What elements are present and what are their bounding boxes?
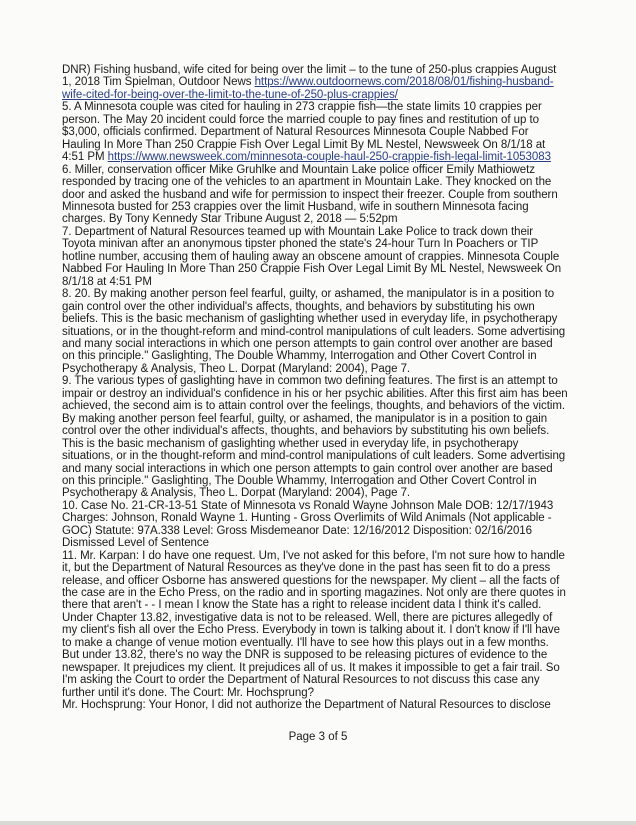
footnote-6: [62, 164, 568, 226]
transcript-line: [62, 699, 568, 711]
footnote-5: [62, 101, 568, 163]
paragraph-text: Mr. Hochsprung: Your Honor, I did not authorize the Department of Natural Resources to disclose: [62, 699, 551, 712]
scan-edge: [0, 821, 636, 825]
footnote-4-continued: [62, 64, 568, 101]
footnote-11: [62, 550, 568, 699]
outdoor-news-link[interactable]: https://www.outdoornews.com/2018/08/01/fishing-husband-wife-cited-for-being-over-the-limit-to-the-tune-of-250-plus-crappies/: [62, 76, 554, 101]
paragraph-text: 11. Mr. Karpan: I do have one request. Um, I've not asked for this before, I'm not sure how to handle it, but the Department of Natural Resources as they've done in the past has seen fit to do a press release, and officer Osborne has answered questions for the newspaper. My client – all the facts of the case are in the Echo Press, on the radio and in sporting magazines. Not only are there quotes in there that aren't - - I mean I know the State has a right to release incident data I think it's called. Under Chapter 13.82, investigative data is not to be released. Well, there are pictures allegedly of my client's fish all over the Echo Press. Everybody in town is talking about it. I don't know if I'll have to make a change of venue motion eventually. I'll have to see how this plays out in a few months. But under 13.82, there's no way the DNR is supposed to be releasing pictures of evidence to the newspaper. It prejudices my client. It prejudices all of us. It makes it impossible to get a fair trail. So I'm asking the Court to order the Department of Natural Resources to not discuss this case any further until it's done. The Court: Mr. Hochsprung?: [62, 549, 566, 699]
paragraph-text: 9. The various types of gaslighting have in common two defining features. The first is an attempt to impair or destroy an individual's confidence in his or her psychic abilities. After this first aim has been achieved, the second aim is to attain control over the feelings, thoughts, and behaviors of the victim. By making another person feel fearful, guilty, or ashamed, the manipulator is in a position to gain control over the other individual's affects, thoughts, and behaviors by substituting his own beliefs. This is the basic mechanism of gaslighting whether used in everyday life, in psychotherapy situations, or in the thought-reform and mind-control manipulations of cult leaders. Some advertising and many social interactions in which one person attempts to gain control over another are based on this principle." Gaslighting, The Double Whammy, Interrogation and Other Covert Control in Psychotherapy & Analysis, Theo L. Dorpat (Maryland: 2004), Page 7.: [62, 375, 568, 500]
footnote-8: [62, 288, 568, 375]
paragraph-text: 8. 20. By making another person feel fearful, guilty, or ashamed, the manipulator is in a position to gain control over the other individual's affects, thoughts, and behaviors by substituting his own beliefs. This is the basic mechanism of gaslighting whether used in everyday life, in psychotherapy situations, or in the thought-reform and mind-control manipulations of cult leaders. Some advertising and many social interactions in which one person attempts to gain control over another are based on this principle." Gaslighting, The Double Whammy, Interrogation and Other Covert Control in Psychotherapy & Analysis, Theo L. Dorpat (Maryland: 2004), Page 7.: [62, 288, 566, 375]
paragraph-text: 5. A Minnesota couple was cited for hauling in 273 crappie fish—the state limits 10 crappies per person. The May 20 incident could force the married couple to pay fines and restitution of up to $3,000, officials confirmed. Department of Natural Resources Minnesota Couple Nabbed For Hauling In More Than 250 Crappie Fish Over Legal Limit By ML Nestel, Newsweek On 8/1/18 at 4:51 PM: [62, 101, 546, 164]
footnote-9: [62, 375, 568, 500]
newsweek-link[interactable]: https://www.newsweek.com/minnesota-couple-haul-250-crappie-fish-legal-limit-1053083: [107, 151, 551, 164]
paragraph-text: 6. Miller, conservation officer Mike Gruhlke and Mountain Lake police officer Emily Mathiowetz responded by tracing one of the vehicles to an apartment in Mountain Lake. They knocked on the door and asked the husband and wife for permission to inspect their freezer. Couple from southern Minnesota busted for 253 crappies over the limit Husband, wife in southern Minnesota facing charges. By Tony Kennedy Star Tribune August 2, 2018 — 5:52pm: [62, 163, 558, 226]
page-number: Page 3 of 5: [288, 731, 348, 743]
paragraph-text: DNR) Fishing husband, wife cited for being over the limit – to the tune of 250-plus crappies August 1, 2018 Tim Spielman, Outdoor News: [62, 64, 557, 89]
paragraph-text: 10. Case No. 21-CR-13-51 State of Minnesota vs Ronald Wayne Johnson Male DOB: 12/17/1943 Charges: Johnson, Ronald Wayne 1. Hunting - Gross Overlimits of Wild Animals (Not applicable - GOC) Statute: 97A.338 Level: Gross Misdemeanor Date: 12/16/2012 Disposition: 02/16/2016 Dismissed Level of Sentence: [62, 499, 554, 550]
footnote-7: [62, 226, 568, 288]
document-body: [62, 64, 568, 712]
footnote-10: [62, 500, 568, 550]
paragraph-text: 7. Department of Natural Resources teamed up with Mountain Lake Police to track down their Toyota minivan after an anonymous tipster phoned the state's 24-hour Turn In Poachers or TIP hotline number, accusing them of hauling away an obscene amount of crappies. Minnesota Couple Nabbed For Hauling In More Than 250 Crappie Fish Over Legal Limit By ML Nestel, Newsweek On 8/1/18 at 4:51 PM: [62, 225, 562, 288]
